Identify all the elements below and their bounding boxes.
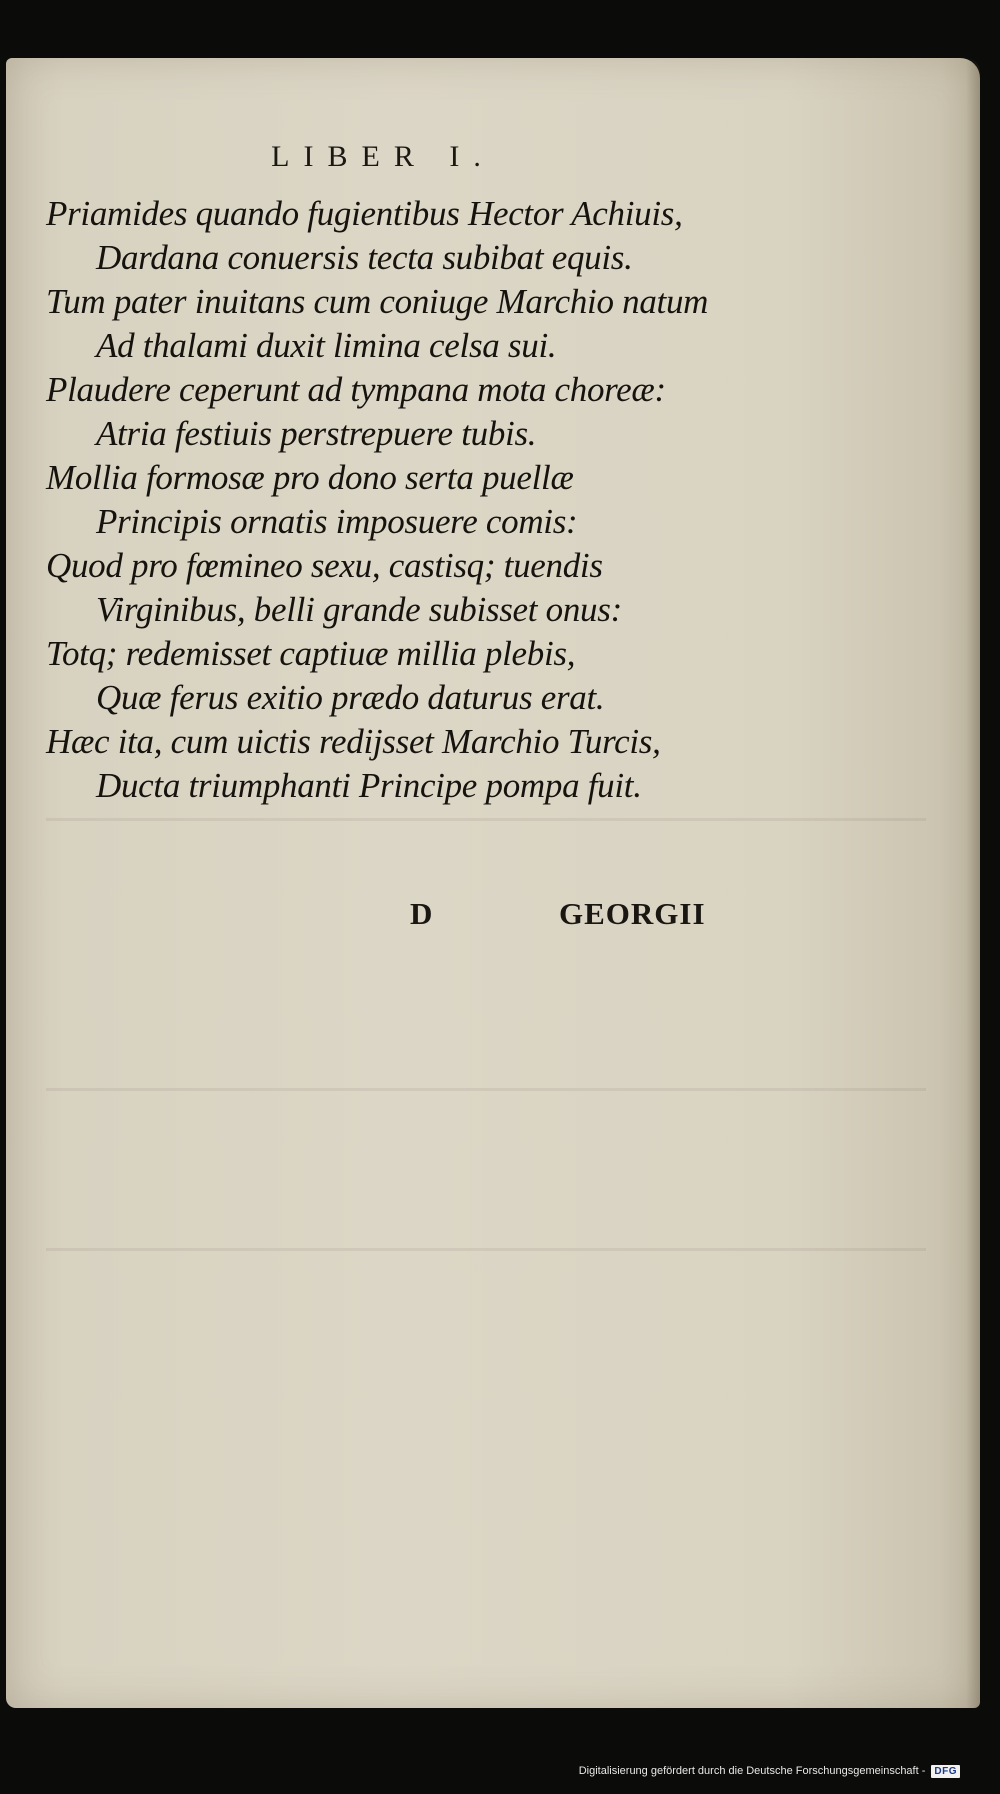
signature-mark: D [410,896,434,931]
credit-text: Digitalisierung gefördert durch die Deutsche Forschungsgemeinschaft - [578,1765,926,1777]
verse-line: Hæc ita, cum uictis redijsset Marchio Turcis, [46,722,661,761]
verse-line: Mollia formosæ pro dono serta puellæ [46,458,574,497]
verse-line: Plaudere ceperunt ad tympana mota choreæ: [46,370,666,409]
running-head [6,140,980,174]
digitization-credit [579,1762,960,1780]
verse-line: Quæ ferus exitio prædo daturus erat. [96,678,605,717]
catchword: GEORGII [559,896,706,931]
show-through-line [46,1248,926,1251]
verse-line: Priamides quando fugientibus Hector Achiuis, [46,194,683,233]
verse-line: Ad thalami duxit limina celsa sui. [96,326,557,365]
book-page [6,58,980,1708]
verse-line: Atria festiuis perstrepuere tubis. [96,414,537,453]
verse-line: Ducta triumphanti Principe pompa fuit. [96,766,642,805]
show-through-line [46,1088,926,1091]
show-through-line [46,818,926,821]
verse-line: Principis ornatis imposuere comis: [96,502,578,541]
verse-list [46,192,926,808]
verse-line: Tum pater inuitans cum coniuge Marchio natum [46,282,709,321]
verse-line: Totq; redemisset captiuæ millia plebis, [46,634,576,673]
verse-line: Quod pro fœmineo sexu, castisq; tuendis [46,546,603,585]
running-head-text: LIBER I. [271,140,495,173]
dfg-logo: DFG [931,1765,960,1778]
verse-line: Virginibus, belli grande subisset onus: [96,590,622,629]
verse-line: Dardana conuersis tecta subibat equis. [96,238,633,277]
